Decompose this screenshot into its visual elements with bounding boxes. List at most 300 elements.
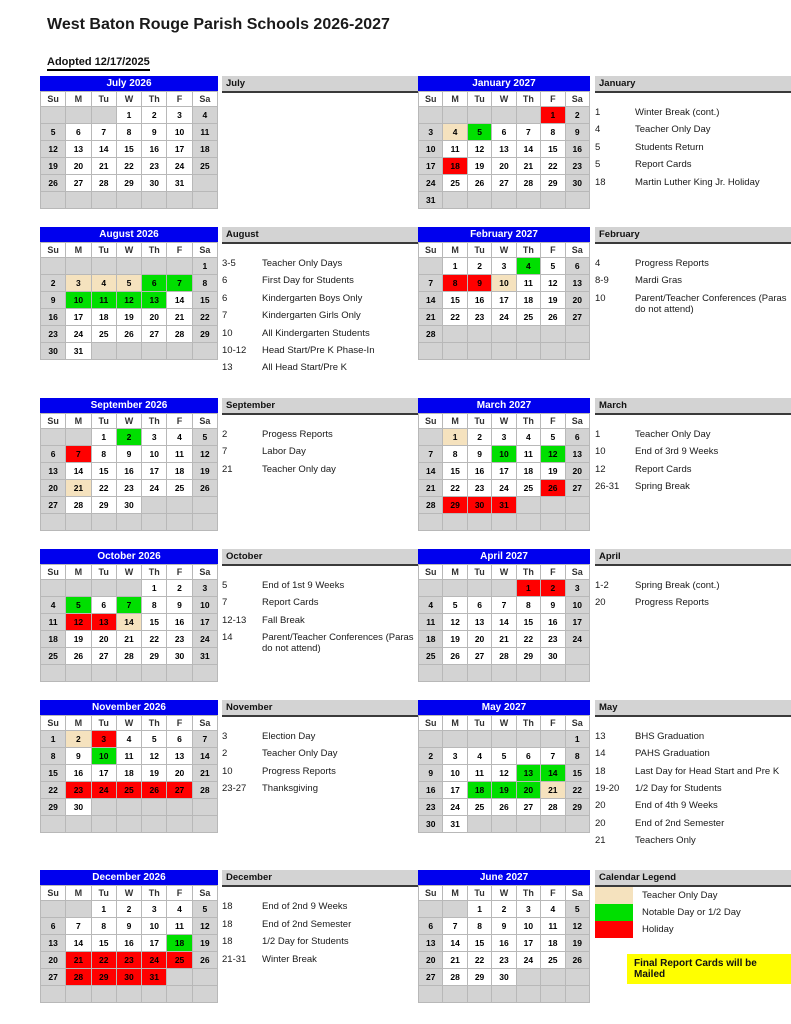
calendar-cell: 17	[419, 158, 443, 175]
calendar-cell	[116, 513, 141, 530]
calendar-cell: 28	[516, 175, 540, 192]
calendar-week-row	[41, 918, 218, 935]
calendar-cell: 13	[66, 141, 91, 158]
calendar-cell: 21	[66, 479, 91, 496]
calendar-cell: 30	[116, 969, 141, 986]
calendar-week-row	[41, 613, 218, 630]
day-header: Th	[142, 564, 167, 579]
calendar-cell	[541, 343, 565, 360]
calendar-cell: 18	[467, 781, 491, 798]
calendar-week-row	[419, 124, 590, 141]
calendar-cell: 10	[91, 747, 116, 764]
calendar-cell: 30	[142, 175, 167, 192]
calendar-cell: 19	[66, 630, 91, 647]
note-day: 10	[222, 327, 233, 339]
calendar-cell	[565, 815, 589, 832]
day-header: Su	[41, 886, 66, 901]
calendar-cell	[516, 986, 540, 1003]
calendar-week-row	[41, 343, 218, 360]
calendar-cell: 30	[66, 798, 91, 815]
note-day: 10	[222, 765, 233, 777]
calendar-cell: 21	[66, 952, 91, 969]
calendar-cell	[419, 986, 443, 1003]
calendar-cell: 10	[419, 141, 443, 158]
day-header: Th	[142, 715, 167, 730]
calendar-cell: 22	[565, 781, 589, 798]
day-header-row	[41, 413, 218, 428]
calendar-cell: 3	[565, 579, 589, 596]
calendar-cell: 14	[492, 613, 516, 630]
calendar-week-row	[419, 579, 590, 596]
calendar-cell: 14	[192, 747, 217, 764]
calendar-cell	[41, 815, 66, 832]
calendar-cell: 8	[91, 918, 116, 935]
calendar-cell	[91, 258, 116, 275]
calendar-cell	[492, 513, 516, 530]
calendar-cell: 8	[516, 596, 540, 613]
calendar-cell	[516, 664, 540, 681]
calendar-cell: 1	[116, 107, 141, 124]
notes-november	[222, 700, 418, 801]
calendar-cell: 30	[167, 647, 192, 664]
calendar-cell: 30	[565, 175, 589, 192]
note-text: 1/2 Day for Students	[262, 936, 349, 948]
note-text: Report Cards	[262, 597, 319, 609]
calendar-cell	[443, 513, 467, 530]
calendar-week-row	[41, 428, 218, 445]
day-header: F	[541, 886, 565, 901]
calendar-cell: 12	[142, 747, 167, 764]
day-header: F	[167, 886, 192, 901]
note-day: 6	[222, 292, 228, 304]
calendar-cell	[66, 428, 91, 445]
calendar-cell: 4	[116, 730, 141, 747]
calendar-cell: 20	[91, 630, 116, 647]
note-text: PAHS Graduation	[635, 748, 710, 760]
calendar-cell: 21	[91, 158, 116, 175]
calendar-cell: 11	[91, 292, 116, 309]
calendar-cell: 18	[167, 462, 192, 479]
calendar-cell: 3	[142, 901, 167, 918]
calendar-cell	[66, 192, 91, 209]
calendar-week-row	[41, 158, 218, 175]
calendar-week-row	[419, 969, 590, 986]
calendar-cell: 20	[492, 158, 516, 175]
calendar-cell: 6	[565, 428, 589, 445]
day-header: Su	[41, 92, 66, 107]
calendar-cell	[516, 730, 540, 747]
calendar-cell	[142, 798, 167, 815]
day-header: W	[492, 92, 516, 107]
calendar-cell	[91, 986, 116, 1003]
notes-february	[595, 227, 791, 322]
calendar-march-2027	[418, 398, 590, 531]
calendar-week-row	[419, 462, 590, 479]
calendar-cell	[116, 664, 141, 681]
calendar-cell: 24	[66, 326, 91, 343]
calendar-cell: 15	[91, 462, 116, 479]
calendar-cell: 23	[142, 158, 167, 175]
calendar-cell	[516, 107, 540, 124]
note-row	[595, 835, 791, 846]
calendar-cell: 8	[142, 596, 167, 613]
calendar-cell	[541, 664, 565, 681]
calendar-week-row	[41, 747, 218, 764]
calendar-cell: 2	[467, 258, 491, 275]
day-header: Sa	[565, 243, 589, 258]
calendar-cell	[116, 258, 141, 275]
day-header-row	[41, 564, 218, 579]
calendar-cell: 24	[565, 630, 589, 647]
calendar-cell	[167, 798, 192, 815]
calendar-week-row	[419, 343, 590, 360]
note-text: Teachers Only	[635, 835, 696, 847]
calendar-cell: 29	[541, 175, 565, 192]
calendar-cell	[419, 730, 443, 747]
calendar-cell: 27	[492, 175, 516, 192]
calendar-cell: 16	[142, 141, 167, 158]
calendar-cell: 6	[142, 275, 167, 292]
calendar-cell: 25	[467, 798, 491, 815]
calendar-cell	[167, 192, 192, 209]
calendar-cell	[565, 192, 589, 209]
calendar-cell	[192, 969, 217, 986]
calendar-title: September 2026	[40, 398, 218, 413]
note-row	[595, 783, 791, 794]
day-header: F	[541, 715, 565, 730]
calendar-cell: 19	[467, 158, 491, 175]
calendar-november-2026	[40, 700, 218, 833]
calendar-cell: 24	[492, 479, 516, 496]
calendar-cell: 28	[492, 647, 516, 664]
calendar-cell: 3	[192, 579, 217, 596]
calendar-cell: 5	[192, 428, 217, 445]
calendar-cell: 4	[467, 747, 491, 764]
calendar-week-row	[41, 292, 218, 309]
calendar-cell	[467, 343, 491, 360]
calendar-cell: 14	[167, 292, 192, 309]
calendar-cell: 24	[91, 781, 116, 798]
calendar-cell: 14	[66, 935, 91, 952]
note-row	[595, 580, 791, 591]
day-header: Sa	[565, 92, 589, 107]
calendar-week-row	[41, 764, 218, 781]
calendar-cell: 15	[565, 764, 589, 781]
notes-october	[222, 549, 418, 661]
calendar-cell: 13	[419, 935, 443, 952]
note-text: First Day for Students	[262, 275, 354, 287]
calendar-cell: 19	[443, 630, 467, 647]
calendar-week-row	[419, 935, 590, 952]
calendar-week-row	[41, 952, 218, 969]
calendar-cell: 20	[41, 479, 66, 496]
calendar-cell: 27	[167, 781, 192, 798]
calendar-cell: 27	[565, 309, 589, 326]
calendar-cell: 11	[167, 445, 192, 462]
note-row	[595, 464, 791, 475]
calendar-cell: 19	[192, 935, 217, 952]
calendar-cell: 28	[541, 798, 565, 815]
calendar-cell: 20	[167, 764, 192, 781]
calendar-cell: 4	[167, 428, 192, 445]
note-text: Progress Reports	[635, 258, 709, 269]
day-header: Sa	[192, 715, 217, 730]
calendar-cell: 9	[167, 596, 192, 613]
calendar-cell: 10	[516, 918, 540, 935]
calendar-week-row	[41, 258, 218, 275]
calendar-cell: 28	[91, 175, 116, 192]
notes-list	[595, 731, 791, 847]
day-header: W	[116, 886, 141, 901]
day-header: W	[492, 886, 516, 901]
calendar-cell: 9	[66, 747, 91, 764]
calendar-cell: 18	[192, 141, 217, 158]
note-row	[222, 597, 418, 608]
notes-month-title: December	[222, 870, 418, 887]
note-row	[222, 615, 418, 626]
day-header: M	[443, 243, 467, 258]
calendar-cell: 26	[142, 781, 167, 798]
calendar-cell: 23	[419, 798, 443, 815]
day-header: Tu	[467, 886, 491, 901]
calendar-cell: 15	[516, 613, 540, 630]
calendar-week-row	[419, 445, 590, 462]
note-row	[595, 293, 791, 316]
notes-list	[595, 429, 791, 493]
note-day: 14	[595, 748, 606, 760]
calendar-cell	[492, 815, 516, 832]
legend-swatch-tan	[595, 887, 633, 904]
notes-month-title: October	[222, 549, 418, 566]
calendar-cell	[516, 969, 540, 986]
calendar-cell	[492, 343, 516, 360]
note-text: Parent/Teacher Conferences (Paras do not attend)	[635, 292, 787, 316]
calendar-cell	[116, 192, 141, 209]
calendar-legend	[595, 870, 791, 984]
calendar-cell: 17	[192, 613, 217, 630]
calendar-cell	[66, 815, 91, 832]
day-header: W	[116, 92, 141, 107]
calendar-cell	[66, 664, 91, 681]
calendar-cell	[467, 326, 491, 343]
calendar-cell: 25	[443, 175, 467, 192]
calendar-cell: 15	[541, 141, 565, 158]
calendar-cell	[66, 986, 91, 1003]
calendar-cell: 31	[492, 496, 516, 513]
notes-august	[222, 227, 418, 380]
calendar-january-2027	[418, 76, 590, 209]
calendar-cell: 19	[41, 158, 66, 175]
note-text: Progess Reports	[262, 428, 333, 440]
calendar-cell: 8	[116, 124, 141, 141]
calendar-cell: 11	[516, 275, 540, 292]
day-header: Th	[516, 886, 540, 901]
calendar-cell: 29	[516, 647, 540, 664]
legend-swatch-green	[595, 904, 633, 921]
calendar-cell: 26	[192, 479, 217, 496]
calendar-cell: 23	[565, 158, 589, 175]
calendar-cell: 3	[91, 730, 116, 747]
calendar-cell: 2	[167, 579, 192, 596]
day-header: Su	[41, 413, 66, 428]
note-text: BHS Graduation	[635, 730, 705, 742]
legend-row	[595, 887, 791, 904]
calendar-cell: 29	[41, 798, 66, 815]
day-header-row	[41, 243, 218, 258]
calendar-cell: 26	[541, 309, 565, 326]
calendar-cell: 3	[167, 107, 192, 124]
calendar-cell	[492, 107, 516, 124]
calendar-cell	[443, 664, 467, 681]
day-header: Sa	[192, 564, 217, 579]
day-header-row	[41, 886, 218, 901]
calendar-week-row	[41, 630, 218, 647]
calendar-cell: 27	[91, 647, 116, 664]
notes-list	[595, 258, 791, 316]
calendar-cell: 4	[419, 596, 443, 613]
calendar-cell	[516, 343, 540, 360]
calendar-cell: 16	[66, 764, 91, 781]
day-header: F	[167, 413, 192, 428]
calendar-cell: 26	[492, 798, 516, 815]
note-day: 13	[222, 362, 233, 374]
calendar-cell: 12	[66, 613, 91, 630]
note-text: Mardi Gras	[635, 275, 682, 287]
calendar-week-row	[419, 630, 590, 647]
calendar-cell	[467, 986, 491, 1003]
calendar-cell: 16	[116, 935, 141, 952]
day-header: Su	[41, 243, 66, 258]
calendar-cell	[66, 579, 91, 596]
day-header: F	[167, 92, 192, 107]
calendar-cell: 4	[167, 901, 192, 918]
day-header: F	[541, 92, 565, 107]
legend-title: Calendar Legend	[595, 870, 791, 887]
calendar-cell: 10	[443, 764, 467, 781]
calendar-cell: 4	[541, 901, 565, 918]
calendar-week-row	[419, 158, 590, 175]
calendar-cell	[516, 496, 540, 513]
calendar-cell	[541, 730, 565, 747]
calendar-cell: 13	[91, 613, 116, 630]
calendar-cell: 8	[541, 124, 565, 141]
note-text: Progress Reports	[262, 765, 336, 777]
calendar-cell: 6	[516, 747, 540, 764]
calendar-cell: 27	[565, 479, 589, 496]
day-header: Th	[516, 564, 540, 579]
calendar-title: August 2026	[40, 227, 218, 242]
calendar-cell: 21	[116, 630, 141, 647]
calendar-week-row	[419, 747, 590, 764]
calendar-cell: 5	[66, 596, 91, 613]
note-day: 14	[222, 631, 233, 643]
day-header-row	[419, 243, 590, 258]
calendar-cell	[565, 986, 589, 1003]
calendar-title: January 2027	[418, 76, 590, 91]
note-row	[595, 177, 791, 188]
day-header: F	[541, 564, 565, 579]
calendar-title: June 2027	[418, 870, 590, 885]
calendar-cell: 7	[91, 124, 116, 141]
calendar-cell: 28	[116, 647, 141, 664]
calendar-cell: 2	[66, 730, 91, 747]
calendar-cell	[91, 192, 116, 209]
note-day: 18	[222, 936, 233, 948]
note-row	[595, 159, 791, 170]
note-day: 5	[222, 579, 228, 591]
calendar-cell: 15	[443, 292, 467, 309]
calendar-cell: 25	[41, 647, 66, 664]
calendar-cell: 18	[41, 630, 66, 647]
note-text: Thanksgiving	[262, 782, 318, 794]
calendar-week-row	[419, 292, 590, 309]
calendar-cell: 22	[91, 479, 116, 496]
day-header-row	[41, 92, 218, 107]
calendar-cell: 22	[467, 952, 491, 969]
legend-label: Holiday	[642, 924, 674, 936]
calendar-cell: 14	[419, 462, 443, 479]
calendar-cell: 17	[443, 781, 467, 798]
calendar-cell: 5	[565, 901, 589, 918]
calendar-week-row	[419, 275, 590, 292]
calendar-cell: 6	[467, 596, 491, 613]
calendar-week-row	[41, 969, 218, 986]
calendar-cell: 12	[467, 141, 491, 158]
day-header-row	[419, 564, 590, 579]
calendar-cell: 15	[192, 292, 217, 309]
calendar-cell: 7	[541, 747, 565, 764]
calendar-cell: 13	[41, 935, 66, 952]
calendar-cell: 13	[565, 275, 589, 292]
calendar-cell: 31	[443, 815, 467, 832]
calendar-week-row	[41, 479, 218, 496]
calendar-cell	[167, 815, 192, 832]
note-row	[222, 345, 418, 356]
calendar-cell: 11	[419, 613, 443, 630]
calendar-cell: 9	[116, 918, 141, 935]
note-day: 20	[595, 800, 606, 812]
calendar-cell: 26	[192, 952, 217, 969]
note-day: 18	[595, 765, 606, 777]
note-row	[222, 310, 418, 321]
calendar-cell: 3	[66, 275, 91, 292]
day-header: Th	[516, 92, 540, 107]
day-header: Su	[419, 92, 443, 107]
calendar-cell	[443, 730, 467, 747]
note-text: Last Day for Head Start and Pre K	[635, 765, 780, 777]
note-text: Fall Break	[262, 614, 305, 626]
calendar-cell: 17	[492, 462, 516, 479]
calendar-cell: 7	[516, 124, 540, 141]
calendar-title: December 2026	[40, 870, 218, 885]
calendar-cell	[66, 258, 91, 275]
day-header: Tu	[467, 413, 491, 428]
calendar-cell: 13	[467, 613, 491, 630]
calendar-cell: 13	[167, 747, 192, 764]
calendar-cell: 9	[41, 292, 66, 309]
day-header: M	[66, 92, 91, 107]
legend-swatch-red	[595, 921, 633, 938]
day-header: F	[167, 564, 192, 579]
calendar-cell: 25	[167, 479, 192, 496]
calendar-cell: 22	[91, 952, 116, 969]
calendar-cell: 2	[116, 901, 141, 918]
calendar-cell	[541, 815, 565, 832]
calendar-title: March 2027	[418, 398, 590, 413]
calendar-cell	[142, 815, 167, 832]
note-text: Parent/Teacher Conferences (Paras do not attend)	[262, 631, 414, 655]
calendar-cell: 25	[516, 309, 540, 326]
